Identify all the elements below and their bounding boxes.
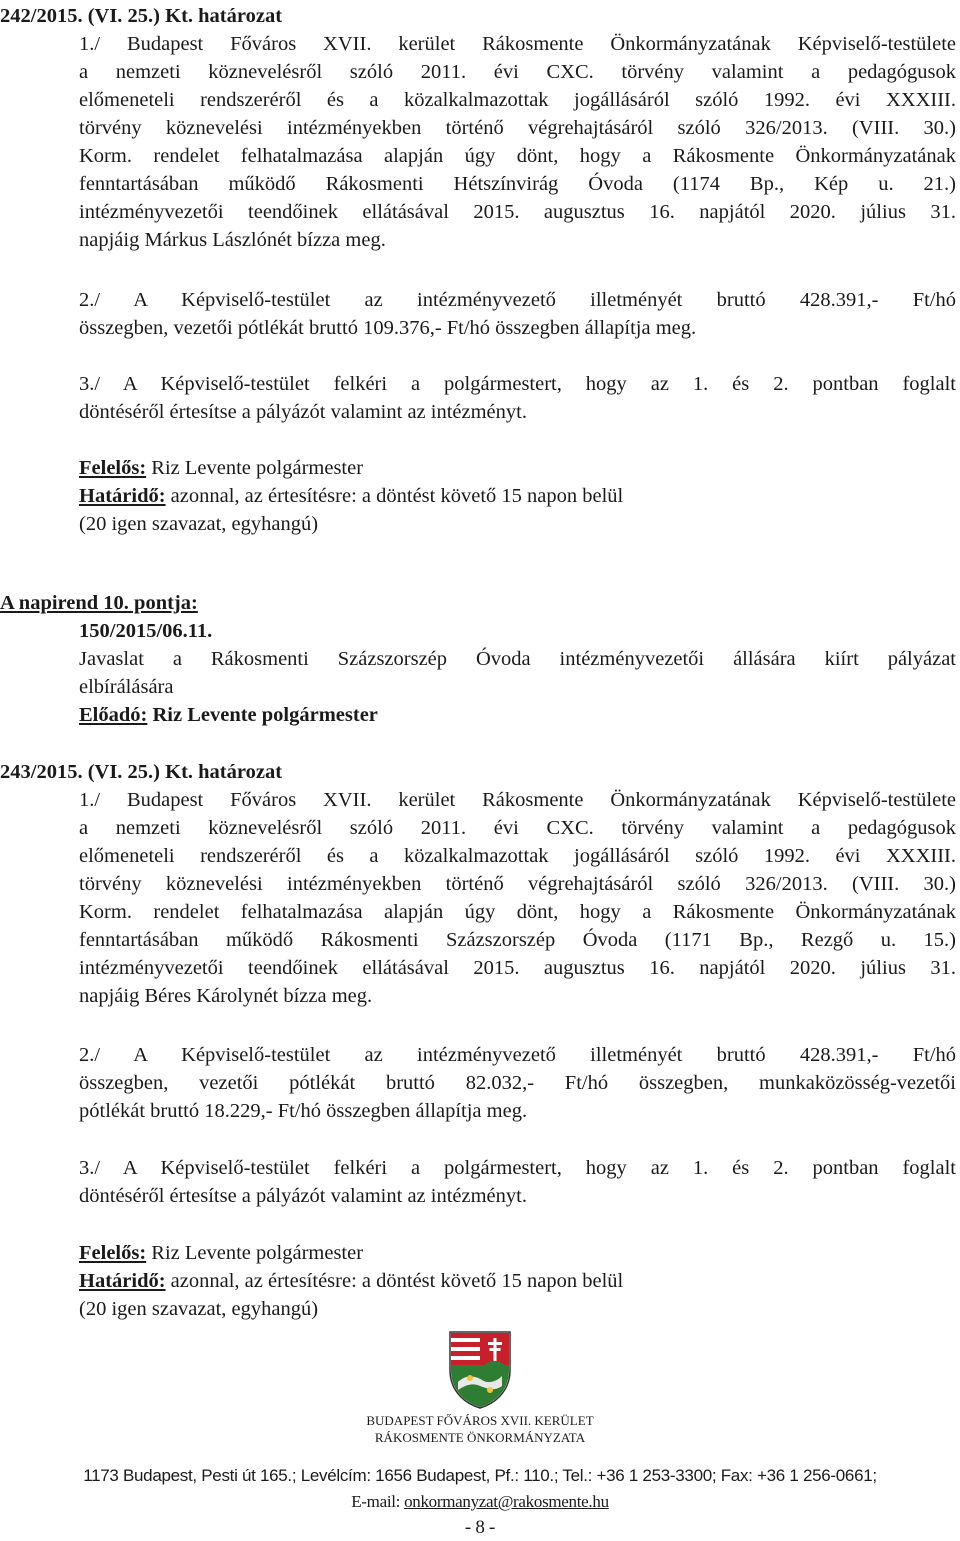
footer-org-line: BUDAPEST FŐVÁROS XVII. KERÜLET <box>366 1413 594 1428</box>
resolution-243-deadline <box>79 1267 623 1295</box>
resolution-243-title: 243/2015. (VI. 25.) Kt. határozat <box>0 761 283 783</box>
footer-email-line <box>20 1490 940 1514</box>
presenter-label: Előadó: <box>79 704 148 726</box>
responsible-value: Riz Levente polgármester <box>146 457 364 479</box>
footer-org-line: RÁKOSMENTE ÖNKORMÁNYZATA <box>374 1430 586 1445</box>
resolution-243-p1-line: törvény köznevelési intézményekben történő végrehajtásáról szóló 326/2013. (VIII. 30.) <box>79 873 956 895</box>
responsible-value: Riz Levente polgármester <box>146 1242 364 1264</box>
resolution-243-p1-line: napjáig Béres Károlynét bízza meg. <box>79 985 373 1007</box>
resolution-242-p1-line: fenntartásában működő Rákosmenti Hétszínvirág Óvoda (1174 Bp., Kép u. 21.) <box>79 173 956 195</box>
agenda-number: 150/2015/06.11. <box>79 620 213 642</box>
resolution-242-p1-line: intézményvezetői teendőinek ellátásával 2015. augusztus 16. napjától 2020. július 31. <box>79 201 956 223</box>
agenda-heading: A napirend 10. pontja: <box>0 592 198 614</box>
page-number: - 8 - <box>464 1517 496 1538</box>
responsible-label: Felelős: <box>79 457 147 479</box>
resolution-243-p1-line: előmeneteli rendszeréről és a közalkalmazottak jogállásáról szóló 1992. évi XXXIII. <box>79 845 956 867</box>
deadline-value: azonnal, az értesítésre: a döntést követő 15 napon belül <box>165 485 624 507</box>
agenda-subject-line: elbírálására <box>79 676 174 698</box>
resolution-242-p2-line: 2./ A Képviselő-testület az intézményvezető illetményét bruttó 428.391,- Ft/hó <box>79 289 956 311</box>
resolution-242-p2-line: összegben, vezetői pótlékát bruttó 109.376,- Ft/hó összegben állapítja meg. <box>79 317 697 339</box>
footer-address: 1173 Budapest, Pesti út 165.; Levélcím: 1656 Budapest, Pf.: 110.; Tel.: +36 1 253-3300; Fax: +36 1 256-0661; <box>83 1466 877 1485</box>
resolution-242-p1-line: napjáig Márkus Lászlónét bízza meg. <box>79 229 386 251</box>
resolution-243-p1-line: a nemzeti köznevelésről szóló 2011. évi CXC. törvény valamint a pedagógusok <box>79 817 956 839</box>
resolution-242-p1-line: a nemzeti köznevelésről szóló 2011. évi CXC. törvény valamint a pedagógusok <box>79 61 956 83</box>
deadline-label: Határidő: <box>79 1270 166 1292</box>
resolution-243-p2-line: 2./ A Képviselő-testület az intézményvezető illetményét bruttó 428.391,- Ft/hó <box>79 1044 956 1066</box>
resolution-243-p3-line: 3./ A Képviselő-testület felkéri a polgármestert, hogy az 1. és 2. pontban foglalt <box>79 1157 956 1179</box>
resolution-243-p1-line: Korm. rendelet felhatalmazása alapján úgy dönt, hogy a Rákosmente Önkormányzatának <box>79 901 956 923</box>
resolution-243-p3-line: döntéséről értesítse a pályázót valamint az intézményt. <box>79 1185 527 1207</box>
agenda-subject-line: Javaslat a Rákosmenti Százszorszép Óvoda intézményvezetői állására kiírt pályázat <box>79 648 956 670</box>
deadline-value: azonnal, az értesítésre: a döntést követő 15 napon belül <box>165 1270 624 1292</box>
resolution-243-vote: (20 igen szavazat, egyhangú) <box>79 1298 319 1320</box>
coat-of-arms-icon <box>448 1330 512 1410</box>
agenda-presenter <box>79 701 378 729</box>
resolution-242-p1-line: Korm. rendelet felhatalmazása alapján úgy dönt, hogy a Rákosmente Önkormányzatának <box>79 145 956 167</box>
resolution-242-deadline <box>79 482 623 510</box>
footer-email-link[interactable]: onkormanyzat@rakosmente.hu <box>404 1492 609 1511</box>
resolution-242-responsible <box>79 454 363 482</box>
resolution-243-p2-line: pótlékát bruttó 18.229,- Ft/hó összegben állapítja meg. <box>79 1100 528 1122</box>
resolution-243-p1-line: intézményvezetői teendőinek ellátásával 2015. augusztus 16. napjától 2020. július 31. <box>79 957 956 979</box>
footer-email-label: E-mail: <box>351 1492 405 1511</box>
resolution-243-responsible <box>79 1239 363 1267</box>
responsible-label: Felelős: <box>79 1242 147 1264</box>
resolution-243-p1-line: fenntartásában működő Rákosmenti Százszorszép Óvoda (1171 Bp., Rezgő u. 15.) <box>79 929 956 951</box>
resolution-242-p1-line: előmeneteli rendszeréről és a közalkalmazottak jogállásáról szóló 1992. évi XXXIII. <box>79 89 956 111</box>
resolution-243-p1-line: 1./ Budapest Főváros XVII. kerület Rákosmente Önkormányzatának Képviselő-testülete <box>79 789 956 811</box>
resolution-242-p3-line: döntéséről értesítse a pályázót valamint az intézményt. <box>79 401 527 423</box>
resolution-242-p1-line: törvény köznevelési intézményekben történő végrehajtásáról szóló 326/2013. (VIII. 30.) <box>79 117 956 139</box>
resolution-242-title: 242/2015. (VI. 25.) Kt. határozat <box>0 5 283 27</box>
resolution-242-p3-line: 3./ A Képviselő-testület felkéri a polgármestert, hogy az 1. és 2. pontban foglalt <box>79 373 956 395</box>
deadline-label: Határidő: <box>79 485 166 507</box>
resolution-243-p2-line: összegben, vezetői pótlékát bruttó 82.032,- Ft/hó összegben, munkaközösség-vezetői <box>79 1072 956 1094</box>
presenter-value: Riz Levente polgármester <box>147 704 378 726</box>
resolution-242-vote: (20 igen szavazat, egyhangú) <box>79 513 319 535</box>
resolution-242-p1-line: 1./ Budapest Főváros XVII. kerület Rákosmente Önkormányzatának Képviselő-testülete <box>79 33 956 55</box>
